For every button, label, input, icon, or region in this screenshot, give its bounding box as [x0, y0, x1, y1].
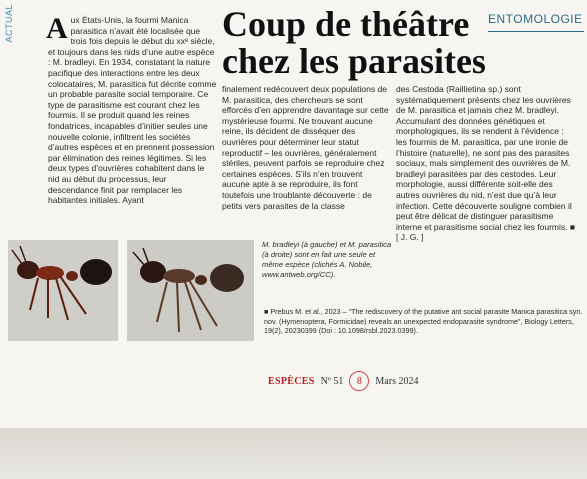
article-column-2: finalement redécouvert deux populations de M. parasitica, des chercheurs se sont efforcés d’en apprendre davantage sur cette mystérieuse fourmi. Ne trouvant aucune reine, ils décident de disséquer des ouvrières pour déterminer leur statut reproductif – les ouvrières, généralement stériles, peuvent parfois se reproduire chez certaines espèces. S’ils n’en trouvent aucune apte à se reproduire, ils font toutefois une troublante découverte : de petits vers parasites de la classe — [222, 84, 389, 211]
headline-line-2: chez les parasites — [222, 41, 486, 81]
page-footer — [268, 371, 418, 391]
magazine-name: ESPÈCES — [268, 375, 315, 387]
issue-date: Mars 2024 — [375, 375, 419, 387]
ant-illustration-right — [127, 240, 254, 341]
ant-photo-m-bradleyi — [8, 240, 118, 341]
section-tab: ACTUAL — [4, 4, 14, 43]
reference-citation: ■ Prebus M. et al., 2023 – “The rediscovery of the putative ant social parasite Manica parasitica syn. nov. (Hymenoptera, Formicidae) reveals an unexpected endoparasite syndrome”, Biology Letters, 19(2), 20230399 (Doi : 10.1098/rsbl.2023.0399). — [264, 307, 583, 336]
issue-number: Nº 51 — [320, 375, 344, 387]
category-label: ENTOMOLOGIE — [488, 12, 583, 26]
drop-cap: A — [46, 12, 68, 45]
page-number: 8 — [349, 371, 369, 391]
ant-illustration-left — [8, 240, 118, 341]
photo-caption: M. bradleyi (à gauche) et M. parasitica (à droite) sont en fait une seule et même espèce (clichés A. Nobile, www.antweb.org/CC). — [262, 240, 392, 279]
article-column-1 — [46, 12, 218, 206]
page-bottom-background — [0, 428, 587, 479]
headline — [222, 6, 492, 80]
ant-photo-m-parasitica — [127, 240, 254, 341]
column-1-text: ux États-Unis, la fourmi Manica parasitica n’avait été localisée que trois fois depuis le début du xxᵉ siècle, et toujours dans les nids d’une autre espèce : M. bradleyi. En 1934, constatant la nature pacifique des interactions entre les deux colocataires, M. parasitica fut décrite comme un probable parasite social temporaire. Ce type de parasitisme est courant chez les fourmis. Il se produit quand les reines fondatrices, incapables d’initier seules une nouvelle colonie, infiltrent les sociétés d’autres espèces et en prennent possession par élimination des reines légitimes. Si les deux types d’ouvrières cohabitent dans le nid au début du processus, leur descendance finit par remplacer les habitantes initiales. Ayant — [48, 15, 217, 206]
article-column-3: des Cestoda (Raillietina sp.) sont systématiquement présents chez les ouvrières de M. parasitica et jamais chez M. bradleyi. Accumulant des données génétiques et morphologiques, ils se rendent à l’évidence : les fourmis de M. parasitica, par une ironie de l’histoire (naturelle), ne sont pas des parasites sociaux, mais simplement des ouvrières de M. bradleyi parasitées par des cestodes. Leur morphologie, aussi différente soit-elle des autres ouvrières du nid, n’est due qu’à leur infection. Cette découverte souligne combien il peut être délicat de distinguer parasitisme interne et parasitisme social chez les fourmis. ■ [ J. G. ] — [396, 84, 575, 243]
headline-line-1: Coup de théâtre — [222, 4, 470, 44]
category-divider — [488, 31, 584, 32]
